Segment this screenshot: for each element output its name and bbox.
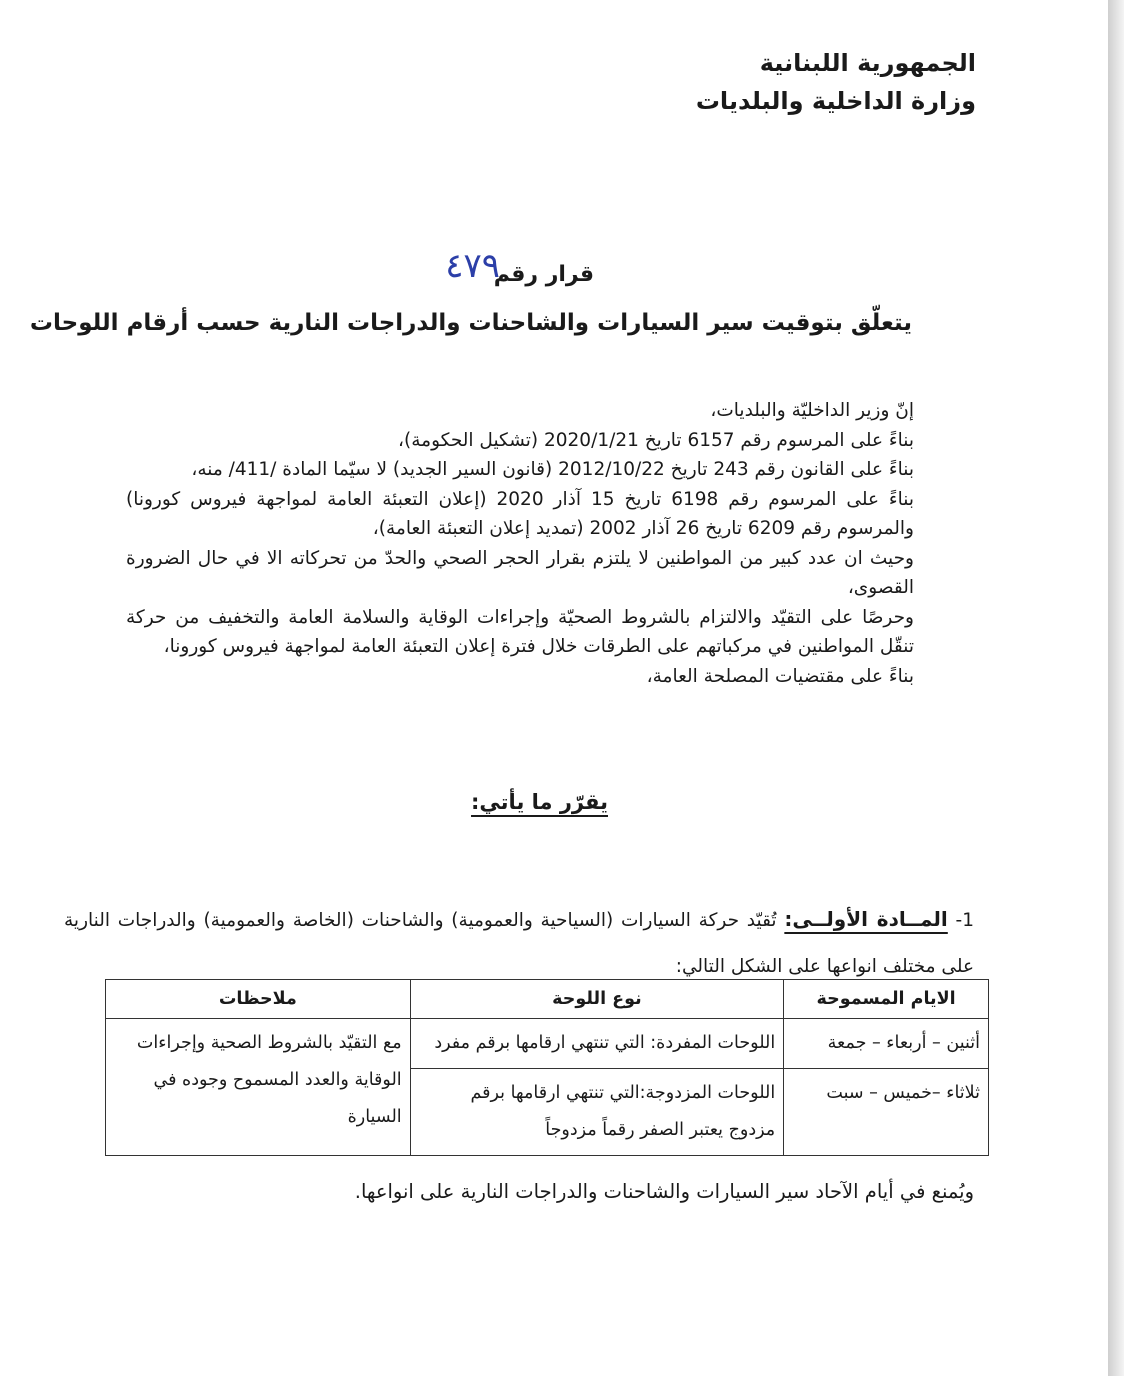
article-number: 1- <box>955 910 975 931</box>
article-text: تُقيّد حركة السيارات (السياحية والعمومية) والشاحنات (الخاصة والعمومية) والدراجات النارية على مختلف انواعها على الشكل التالي: <box>64 910 974 977</box>
preamble-line: بناءً على المرسوم رقم 6198 تاريخ 15 آذار 2020 (إعلان التعبئة العامة لمواجهة فيروس كورونا) والمرسوم رقم 6209 تاريخ 26 آذار 2002 (تمديد إعلان التعبئة العامة)، <box>126 488 914 539</box>
schedule-table <box>105 979 989 1156</box>
preamble-line: بناءً على القانون رقم 243 تاريخ 2012/10/22 (قانون السير الجديد) لا سيّما المادة /411/ منه، <box>191 459 914 480</box>
preamble-line: وحرصًا على التقيّد والالتزام بالشروط الصحيّة وإجراءات الوقاية والسلامة العامة والتخفيف من حركة تنقّل المواطنين في مركباتهم على الطرقات خلال فترة إعلان التعبئة العامة لمواجهة فيروس كورونا، <box>126 606 914 657</box>
decision-label: قرار رقم <box>493 262 594 287</box>
header-notes: ملاحظات <box>106 980 411 1019</box>
row-notes: مع التقيّد بالشروط الصحية وإجراءات الوقاية والعدد المسموح وجوده في السيارة <box>106 1019 411 1156</box>
header-plate-type: نوع اللوحة <box>410 980 784 1019</box>
decision-subject: يتعلّق بتوقيت سير السيارات والشاحنات والدراجات النارية حسب أرقام اللوحات <box>29 310 912 336</box>
table-header-row <box>106 980 989 1019</box>
republic-title: الجمهورية اللبنانية <box>759 49 976 77</box>
preamble-line: بناءً على المرسوم رقم 6157 تاريخ 2020/1/21 (تشكيل الحكومة)، <box>398 429 914 451</box>
preamble-line: إنّ وزير الداخليّة والبلديات، <box>710 400 914 421</box>
preamble <box>126 396 914 691</box>
page-edge <box>1108 0 1124 1376</box>
decision-number-handwritten: ٤٧٩ <box>445 246 500 286</box>
row-plate: اللوحات المفردة: التي تنتهي ارقامها برقم مفرد <box>410 1019 784 1069</box>
sunday-ban-note: ويُمنع في أيام الآحاد سير السيارات والشاحنات والدراجات النارية على انواعها. <box>354 1180 974 1203</box>
article-1 <box>64 896 974 990</box>
letterhead <box>696 44 976 120</box>
preamble-line: بناءً على مقتضيات المصلحة العامة، <box>646 665 914 687</box>
header-allowed-days: الايام المسموحة <box>784 980 989 1019</box>
row-days: ثلاثاء –خميس – سبت <box>784 1069 989 1156</box>
preamble-line: وحيث ان عدد كبير من المواطنين لا يلتزم بقرار الحجر الصحي والحدّ من تحركاته الا في حال الضرورة القصوى، <box>126 547 914 598</box>
ministry-title: وزارة الداخلية والبلديات <box>695 87 976 115</box>
article-title: المــادة الأولــى: <box>784 907 948 931</box>
row-plate: اللوحات المزدوجة:التي تنتهي ارقامها برقم مزدوج يعتبر الصفر رقماً مزدوجاً <box>410 1069 784 1156</box>
table-row <box>106 1019 989 1069</box>
resolves-heading: يقرّر ما يأتي: <box>471 790 608 814</box>
row-days: أثنين – أربعاء – جمعة <box>784 1019 989 1069</box>
